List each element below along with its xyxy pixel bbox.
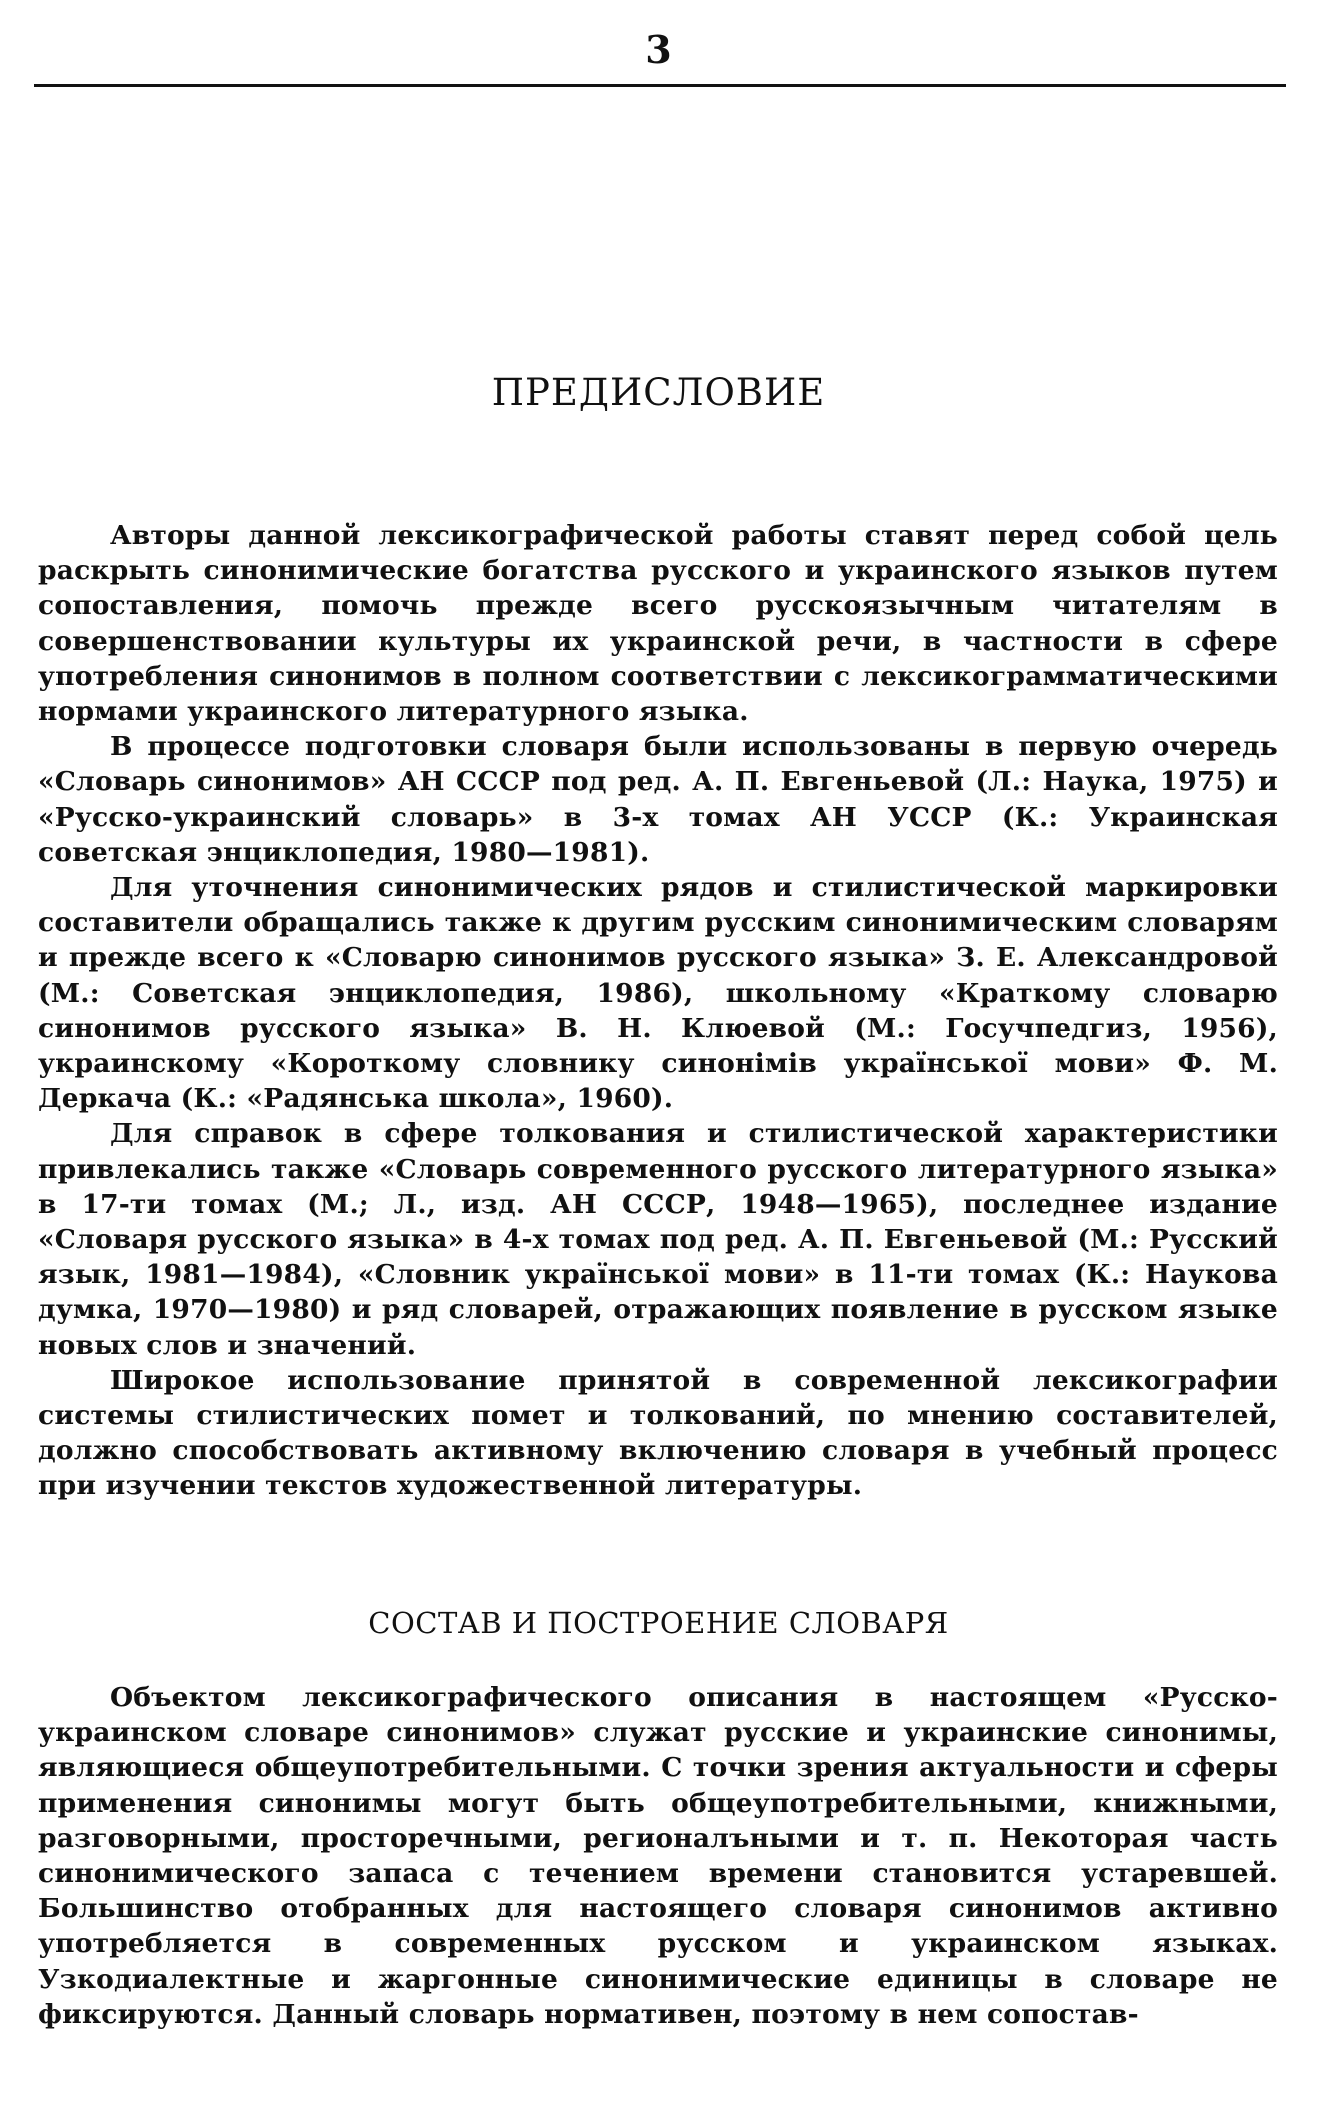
preface-body	[38, 518, 1278, 1504]
preface-paragraph-2: В процессе подготовки словаря были использованы в первую очередь «Словарь синонимов» АН СССР под ред. А. П. Евгеньевой (Л.: Наука, 1975) и «Русско-украинский словарь» в 3-х томах АН УССР (К.: Украинская советская энциклопедия, 1980—1981).	[38, 731, 1278, 868]
composition-paragraph-1: Объектом лексикографического описания в настоящем «Русско-украинском словаре синонимов» служат русские и украинские синонимы, являющиеся общеупотребительными. С точки зрения актуальности и сферы применения синонимы могут быть общеупотребительными, книжными, разговорными, просторечными, регионалъными и т. п. Некоторая часть синонимического запаса с течением времени становится устаревшей. Большинство отобранных для настоящего словаря синонимов активно употребляется в современных русском и украинском языках. Узкодиалектные и жаргонные синонимические единицы в словаре не фиксируются. Данный словарь нормативен, поэтому в нем сопостав-	[38, 1682, 1278, 2030]
composition-body	[38, 1680, 1278, 2032]
preface-paragraph-1: Авторы данной лексикографической работы ставят перед собой цель раскрыть синонимические богатства русского и украинского языков путем сопоставления, помочь прежде всего русскоязычным читателям в совершенствовании культуры их украинской речи, в частности в сфере употребления синонимов в полном соответствии с лексикограмматическими нормами украинского литературного языка.	[38, 520, 1278, 728]
preface-paragraph-3: Для уточнения синонимических рядов и стилистической маркировки составители обращались также к другим русским синонимическим словарям и прежде всего к «Словарю синонимов русского языка» З. Е. Александровой (М.: Советская энциклопедия, 1986), школьному «Краткому словарю синонимов русского языка» В. Н. Клюевой (М.: Госучпедгиз, 1956), украинскому «Короткому словнику синонімів української мови» Ф. М. Деркача (К.: «Радянська школа», 1960).	[38, 872, 1278, 1115]
header-rule	[34, 84, 1286, 87]
preface-paragraph-4: Для справок в сфере толкования и стилистической характеристики привлекались также «Словарь современного русского литературного языка» в 17-ти томах (М.; Л., изд. АН СССР, 1948—1965), последнее издание «Словаря русского языка» в 4-х томах под ред. А. П. Евгеньевой (М.: Русский язык, 1981—1984), «Словник української мови» в 11-ти томах (К.: Наукова думка, 1970—1980) и ряд словарей, отражающих появление в русском языке новых слов и значений.	[38, 1118, 1278, 1361]
preface-title: ПРЕДИСЛОВИЕ	[491, 371, 826, 414]
preface-paragraph-5: Широкое использование принятой в современной лексикографии системы стилистических помет и толкований, по мнению составителей, должно способствовать активному включению словаря в учебный процесс при изучении текстов художественной литературы.	[38, 1364, 1278, 1502]
page-number: 3	[645, 27, 672, 72]
section-title-composition: СОСТАВ И ПОСТРОЕНИЕ СЛОВАРЯ	[368, 1606, 949, 1640]
